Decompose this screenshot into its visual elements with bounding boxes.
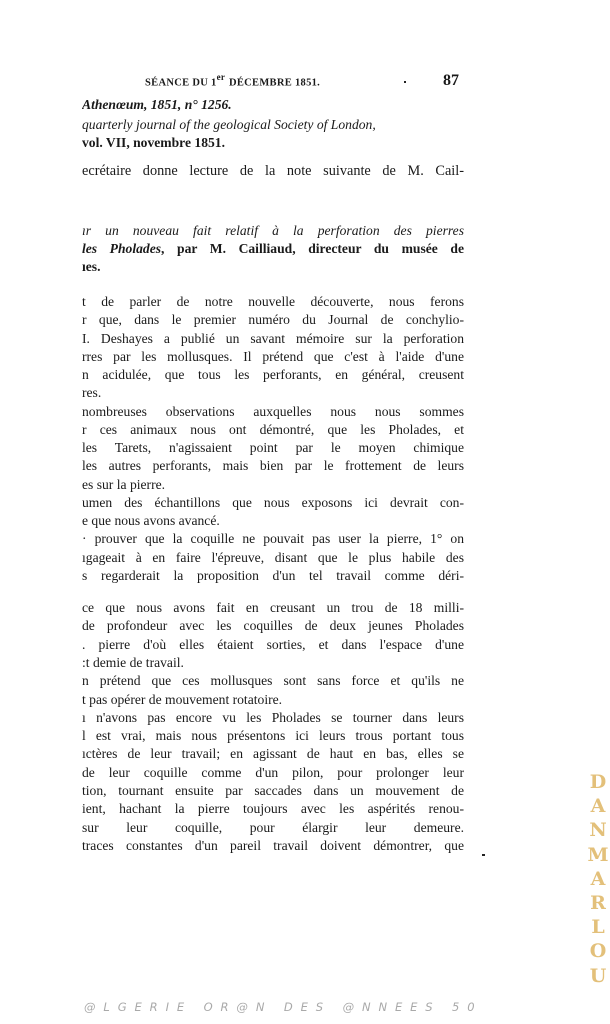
ref-line-1: Athenœum, 1851, n° 1256. <box>82 97 232 112</box>
ref-line-3: vol. VII, novembre 1851. <box>82 135 225 150</box>
watermark-letter: N <box>589 819 607 842</box>
body-line: sur leur coquille, pour élargir leur demeure. <box>82 819 464 835</box>
body-line: de leur coquille comme d'un pilon, pour prolonger leur <box>82 764 464 780</box>
body-line: r ces animaux nous ont démontré, que les Pholades, et <box>82 421 464 437</box>
ink-speck <box>482 854 485 856</box>
body-line: nombreuses observations auxquelles nous nous sommes <box>82 403 464 419</box>
body-line: n acidulée, que tous les perforants, en général, creusent <box>82 367 464 382</box>
title-pholades: les Pholades <box>82 241 162 256</box>
ink-speck <box>404 81 406 83</box>
header-right-text: DÉCEMBRE 1851. <box>228 77 321 89</box>
watermark-letter: A <box>590 795 606 818</box>
body-line: res. <box>82 385 102 401</box>
body-line: traces constantes d'un pareil travail doivent démontrer, que <box>82 837 464 853</box>
body-line: umen des échantillons que nous exposons ici devrait con- <box>82 494 464 510</box>
body-line: · prouver que la coquille ne pouvait pas user la pierre, 1° on <box>82 531 464 547</box>
title-line-2-rest: , par M. Cailliaud, directeur du musée de <box>161 241 464 256</box>
title-line-2 <box>82 240 464 258</box>
body-line: ı n'avons pas encore vu les Pholades se tourner dans leurs <box>82 709 464 725</box>
header-superscript: er <box>216 72 226 82</box>
footer-watermark: @LGERIE OR@N DES @NNEES 50 <box>84 1000 483 1014</box>
body-line: r que, dans le premier numéro du Journal de conchylio- <box>82 312 464 328</box>
body-line: rres par les mollusques. Il prétend que c'est à l'aide d'une <box>82 348 464 364</box>
body-line: tion, tournant ensuite par saccades dans un mouvement de <box>82 783 464 798</box>
header-date <box>145 72 320 91</box>
side-watermark <box>586 770 610 988</box>
body-line: les Tarets, n'agissaient point par le moyen chimique <box>82 440 464 455</box>
watermark-letter: L <box>591 916 605 939</box>
body-line: ıctères de leur travail; en agissant de haut en bas, elles se <box>82 746 464 762</box>
intro-line: ecrétaire donne lecture de la note suivante de M. Cail- <box>82 163 464 179</box>
watermark-letter: O <box>589 940 607 963</box>
body-line: I. Deshayes a publié un savant mémoire sur la perforation <box>82 330 464 346</box>
ref-line-2: quarterly journal of the geological Society of London, <box>82 117 376 132</box>
body-line: ient, hachant la pierre toujours avec les aspérités renou- <box>82 801 464 817</box>
body-line: les autres perforants, mais bien par le frottement de leurs <box>82 458 464 474</box>
running-header <box>0 72 610 92</box>
body-line: t pas opérer de mouvement rotatoire. <box>82 691 283 707</box>
body-line: n prétend que ces mollusques sont sans force et qu'ils ne <box>82 673 464 689</box>
page-number: 87 <box>443 72 459 89</box>
body-line: ıgageait à en faire l'épreuve, disant que le plus habile des <box>82 549 464 565</box>
watermark-letter: A <box>590 867 606 890</box>
body-line: e que nous avons avancé. <box>82 513 220 528</box>
body-line: s regarderait la proposition d'un tel travail comme déri- <box>82 567 464 583</box>
body-line: t de parler de notre nouvelle découverte, nous ferons <box>82 294 464 309</box>
watermark-letter: D <box>589 771 607 793</box>
body-line: l est vrai, mais nous présentons ici leurs trous portant tous <box>82 728 464 744</box>
body-line: es sur la pierre. <box>82 476 166 492</box>
title-line-3: ıes. <box>82 259 101 274</box>
body-line: ce que nous avons fait en creusant un trou de 18 milli- <box>82 600 464 615</box>
body-line: . pierre d'où elles étaient sorties, et dans l'espace d'une <box>82 636 464 652</box>
watermark-letter: U <box>589 964 607 987</box>
title-line-1: ır un nouveau fait relatif à la perforation des pierres <box>82 223 464 238</box>
watermark-letter: M <box>587 843 609 866</box>
body-line: :t demie de travail. <box>82 654 184 670</box>
watermark-letter: R <box>590 892 606 915</box>
header-left-text: SÉANCE DU 1 <box>145 77 217 89</box>
body-line: de profondeur avec les coquilles de deux jeunes Pholades <box>82 618 464 634</box>
